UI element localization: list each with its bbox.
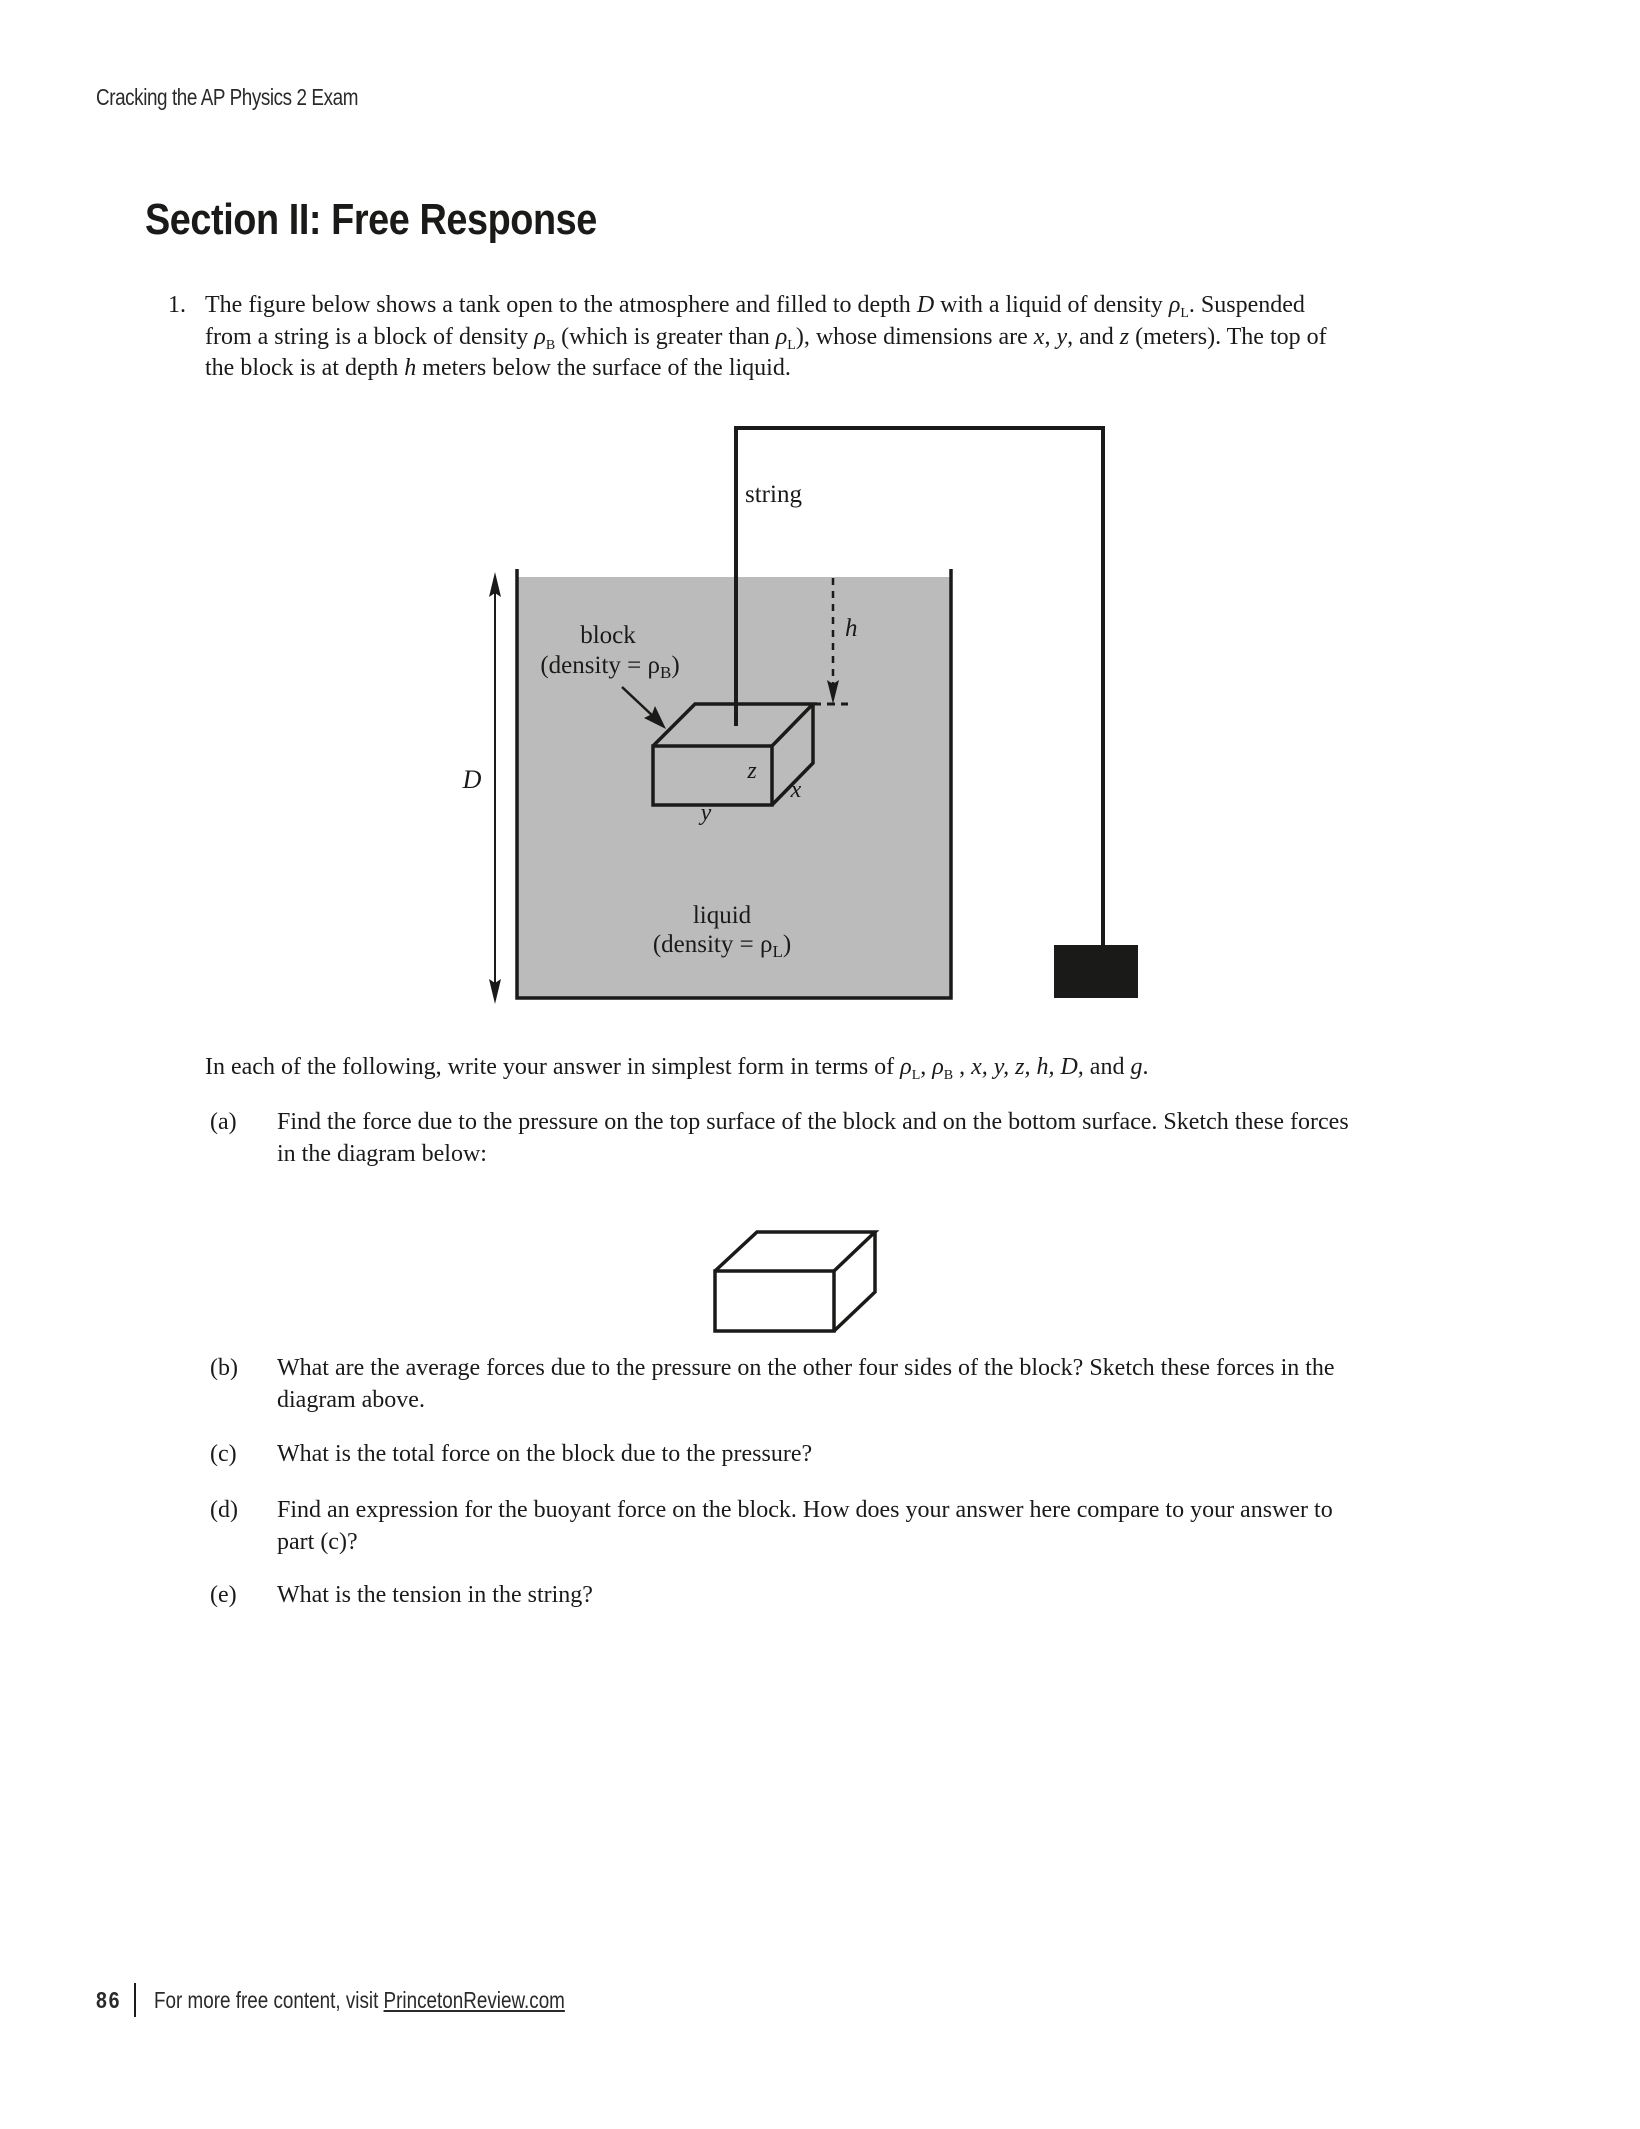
block-density-label: (density = $\rho_B$) — [540, 652, 680, 682]
question-number: 1. — [168, 292, 186, 318]
section-title: Section II: Free Response — [145, 195, 597, 244]
question-line-1: The figure below shows a tank open to the atmosphere and filled to depth D with a liquid of density $\rho_L$. Suspended — [205, 292, 1305, 321]
hanging-weight — [1054, 945, 1138, 998]
depth-label: D — [462, 765, 482, 794]
sketch-block-diagram[interactable] — [700, 1220, 900, 1350]
h-label: h — [845, 615, 858, 642]
part-label: (a) — [210, 1109, 237, 1135]
part-label: (c) — [210, 1441, 237, 1467]
footer-message: For more free content, visit PrincetonReview.com — [153, 1986, 565, 2013]
part-text-line: What is the tension in the string? — [277, 1582, 593, 1608]
princeton-review-link[interactable]: PrincetonReview.com — [383, 1986, 565, 2013]
part-text-line: in the diagram below: — [277, 1140, 487, 1167]
question-line-2: from a string is a block of density $\rho_B$ (which is greater than $\rho_L$), whose dimensions are x, y, and z (meters). The top of — [205, 323, 1327, 353]
page-footer — [96, 1983, 655, 2017]
string-label: string — [745, 481, 802, 508]
block-label: block — [580, 622, 636, 649]
sketch-block — [715, 1232, 875, 1331]
part-text-line: part (c)? — [277, 1528, 358, 1555]
part-label: (b) — [210, 1355, 238, 1381]
part-text-line: Find the force due to the pressure on the top surface of the block and on the bottom surface. Sketch these forces — [277, 1109, 1349, 1135]
part-label: (e) — [210, 1582, 237, 1608]
part-text-line: diagram above. — [277, 1386, 425, 1413]
part-text-line: Find an expression for the buoyant force on the block. How does your answer here compare to your answer to — [277, 1497, 1333, 1523]
liquid-density-label: (density = $\rho_L$) — [652, 931, 792, 961]
page-number: 86 — [96, 1986, 122, 2013]
dim-y-label: y — [700, 800, 712, 826]
running-head: Cracking the AP Physics 2 Exam — [96, 84, 358, 110]
dim-x-label: x — [790, 777, 802, 803]
liquid-label: liquid — [692, 902, 752, 929]
footer-divider — [134, 1983, 136, 2017]
question-line-3: the block is at depth h meters below the surface of the liquid. — [205, 355, 791, 381]
part-label: (d) — [210, 1497, 238, 1523]
part-text-line: What is the total force on the block due to the pressure? — [277, 1441, 813, 1467]
tank-figure — [0, 0, 1640, 1060]
dim-z-label: z — [747, 758, 757, 784]
part-text-line: What are the average forces due to the pressure on the other four sides of the block? Sketch these forces in the — [277, 1355, 1335, 1381]
instructions: In each of the following, write your answer in simplest form in terms of $\rho_L$, $\rho_B$ , x, y, z, h, D, and g. — [205, 1054, 1149, 1083]
